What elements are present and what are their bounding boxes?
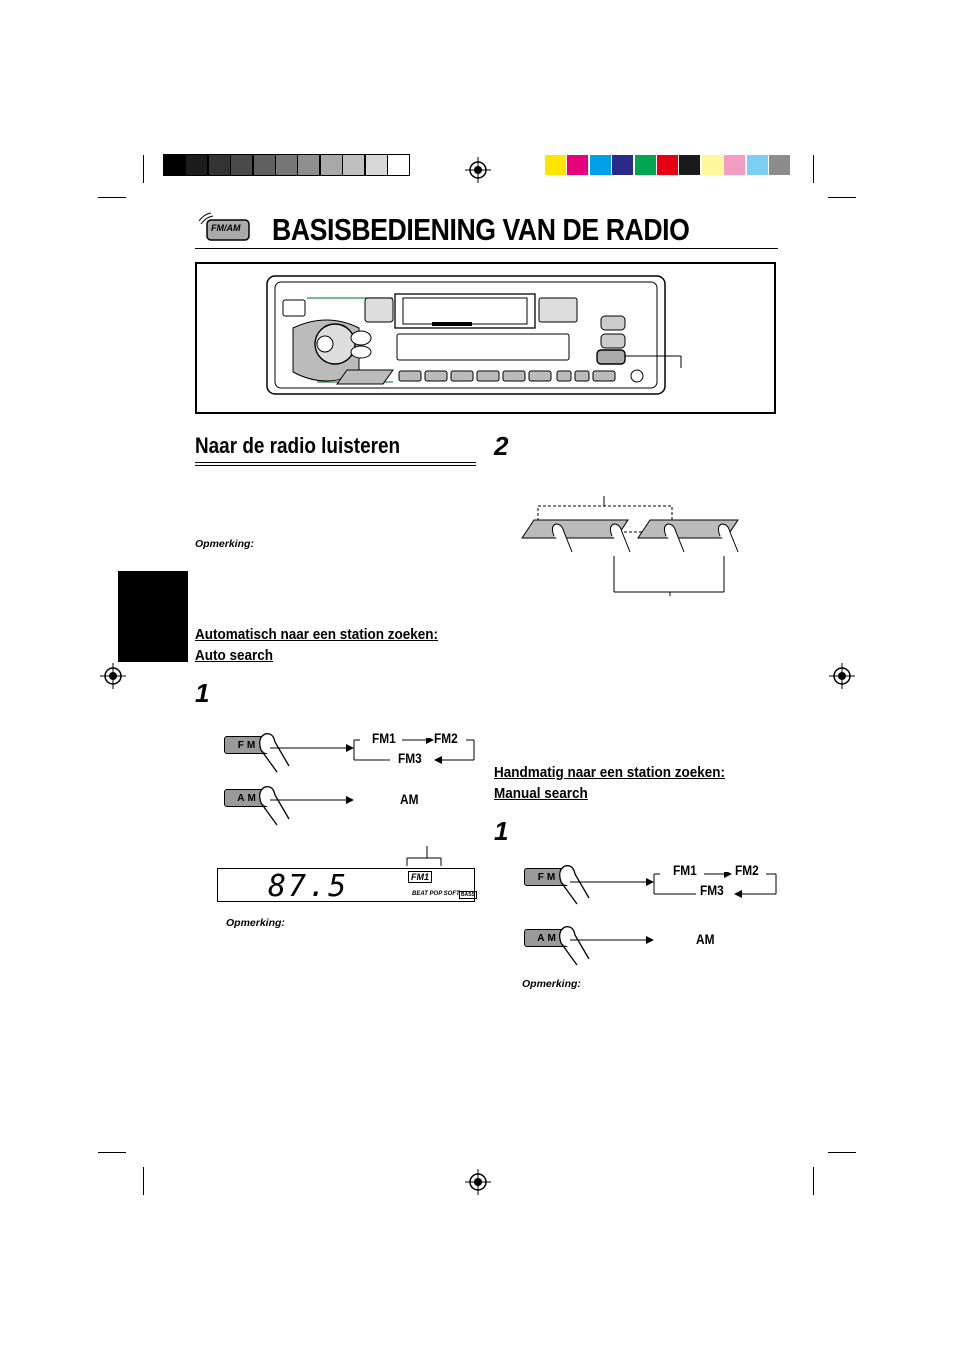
band-label-am: AM xyxy=(400,792,419,807)
section-heading-listening: Naar de radio luisteren xyxy=(195,433,401,458)
crop-mark xyxy=(828,197,856,198)
color-swatch xyxy=(388,155,409,175)
color-swatch xyxy=(343,155,364,175)
crop-mark xyxy=(813,155,814,183)
subheading-line: Automatisch naar een station zoeken: xyxy=(195,626,439,643)
step-number: 2 xyxy=(494,431,509,461)
color-swatch xyxy=(231,155,252,175)
step-number: 1 xyxy=(494,816,509,846)
band-label-fm2: FM2 xyxy=(434,731,458,746)
color-swatch xyxy=(679,155,700,175)
color-swatch xyxy=(657,155,678,175)
crop-mark xyxy=(828,1152,856,1153)
heading-rule xyxy=(195,465,476,466)
language-tab xyxy=(118,571,188,662)
fm-button[interactable]: FM xyxy=(224,736,272,754)
note-label: Opmerking: xyxy=(226,917,285,929)
color-swatch xyxy=(702,155,723,175)
registration-target-icon xyxy=(465,1169,491,1195)
color-swatch xyxy=(635,155,656,175)
subheading-auto-search xyxy=(195,624,438,666)
crop-mark xyxy=(143,155,144,183)
color-swatch xyxy=(298,155,319,175)
fm-button[interactable]: FM xyxy=(524,868,572,886)
registration-target-icon xyxy=(829,663,855,689)
crop-mark xyxy=(813,1167,814,1195)
subheading-line: Manual search xyxy=(494,785,588,802)
note-label: Opmerking: xyxy=(195,538,254,550)
color-swatch xyxy=(366,155,387,175)
band-label-fm3: FM3 xyxy=(700,883,724,898)
color-swatch xyxy=(209,155,230,175)
car-stereo-illustration xyxy=(197,264,774,412)
fm-am-icon xyxy=(195,211,251,243)
color-swatch xyxy=(254,155,275,175)
color-swatch xyxy=(164,155,185,175)
am-button[interactable]: AM xyxy=(524,929,572,947)
step-number: 1 xyxy=(195,678,210,708)
color-swatch xyxy=(769,155,790,175)
band-label-fm3: FM3 xyxy=(398,751,422,766)
display-tag: BASS xyxy=(461,892,475,898)
band-label-fm1: FM1 xyxy=(673,863,697,878)
color-swatch xyxy=(612,155,633,175)
display-frequency: 87.5 xyxy=(268,869,349,904)
band-label-fm2: FM2 xyxy=(735,863,759,878)
color-swatch xyxy=(724,155,745,175)
subheading-line: Handmatig naar een station zoeken: xyxy=(494,764,726,781)
display-band: FM1 xyxy=(408,871,432,883)
radio-display xyxy=(217,868,475,902)
display-modes: BEAT POP SOFT xyxy=(412,891,460,897)
title-rule xyxy=(195,248,778,249)
subheading-manual-search xyxy=(494,762,725,804)
color-swatch xyxy=(590,155,611,175)
band-label-fm1: FM1 xyxy=(372,731,396,746)
color-swatch xyxy=(276,155,297,175)
registration-target-icon xyxy=(465,157,491,183)
crop-mark xyxy=(98,197,126,198)
color-swatch xyxy=(186,155,207,175)
crop-mark xyxy=(98,1152,126,1153)
heading-rule xyxy=(195,462,476,463)
color-swatch xyxy=(567,155,588,175)
callout-bracket xyxy=(405,846,445,870)
color-swatch xyxy=(545,155,566,175)
note-label: Opmerking: xyxy=(522,978,581,990)
seek-buttons-illustration xyxy=(520,496,742,596)
registration-target-icon xyxy=(100,663,126,689)
color-swatch xyxy=(321,155,342,175)
am-button[interactable]: AM xyxy=(224,789,272,807)
fm-am-icon-label: FM/AM xyxy=(211,223,241,233)
color-swatch xyxy=(747,155,768,175)
arrow-icon xyxy=(570,872,780,944)
arrow-icon xyxy=(270,738,480,808)
page-title: BASISBEDIENING VAN DE RADIO xyxy=(272,212,690,247)
device-illustration-panel xyxy=(195,262,776,414)
crop-mark xyxy=(143,1167,144,1195)
subheading-line: Auto search xyxy=(195,647,274,664)
band-label-am: AM xyxy=(696,932,715,947)
